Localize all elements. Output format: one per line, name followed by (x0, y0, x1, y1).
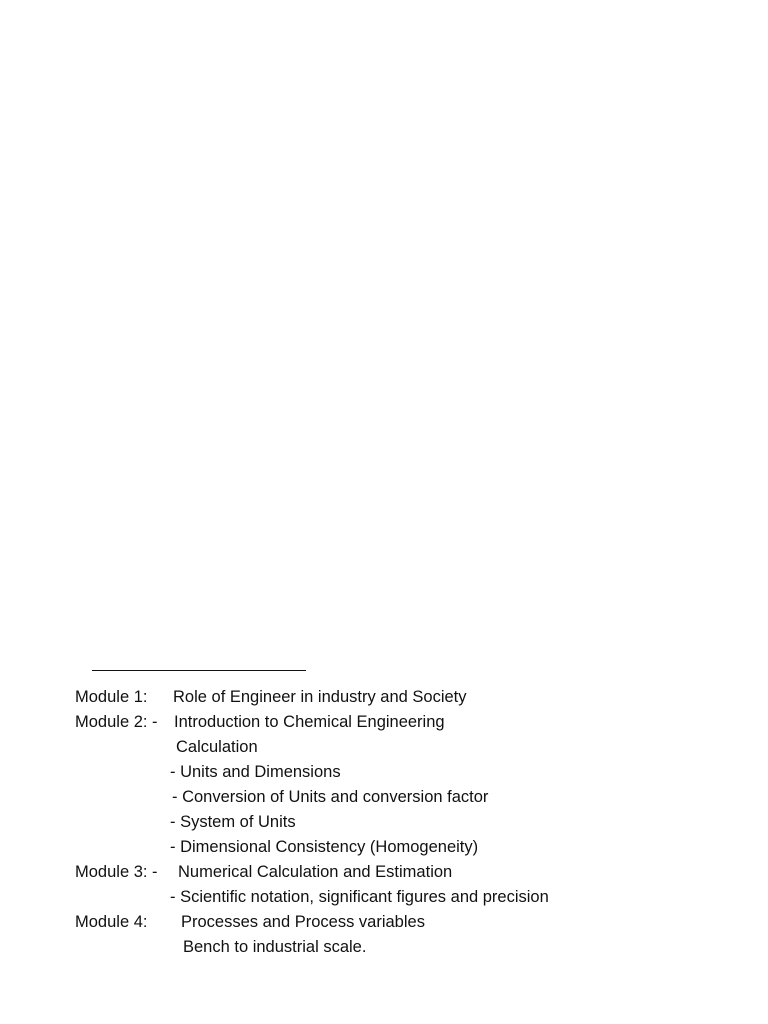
module-3-label: Module 3: - (75, 863, 158, 881)
module-2-title: Introduction to Chemical Engineering (174, 713, 445, 731)
module-2-topic: - System of Units (170, 813, 296, 831)
module-2-label: Module 2: - (75, 713, 158, 731)
module-4-title: Processes and Process variables (181, 913, 425, 931)
module-3-topic: - Scientific notation, significant figures and precision (170, 888, 549, 906)
module-4-label: Module 4: (75, 913, 148, 931)
module-2-title-continued: Calculation (176, 738, 258, 756)
module-3-title: Numerical Calculation and Estimation (178, 863, 453, 881)
module-2-topic: - Dimensional Consistency (Homogeneity) (170, 838, 479, 856)
module-1-label: Module 1: (75, 688, 148, 706)
module-2-topic: - Conversion of Units and conversion factor (172, 788, 489, 806)
module-4-title-continued: Bench to industrial scale. (183, 938, 367, 956)
module-1-title: Role of Engineer in industry and Society (173, 688, 467, 706)
separator-rule (92, 670, 306, 671)
module-2-topic: - Units and Dimensions (170, 763, 341, 781)
